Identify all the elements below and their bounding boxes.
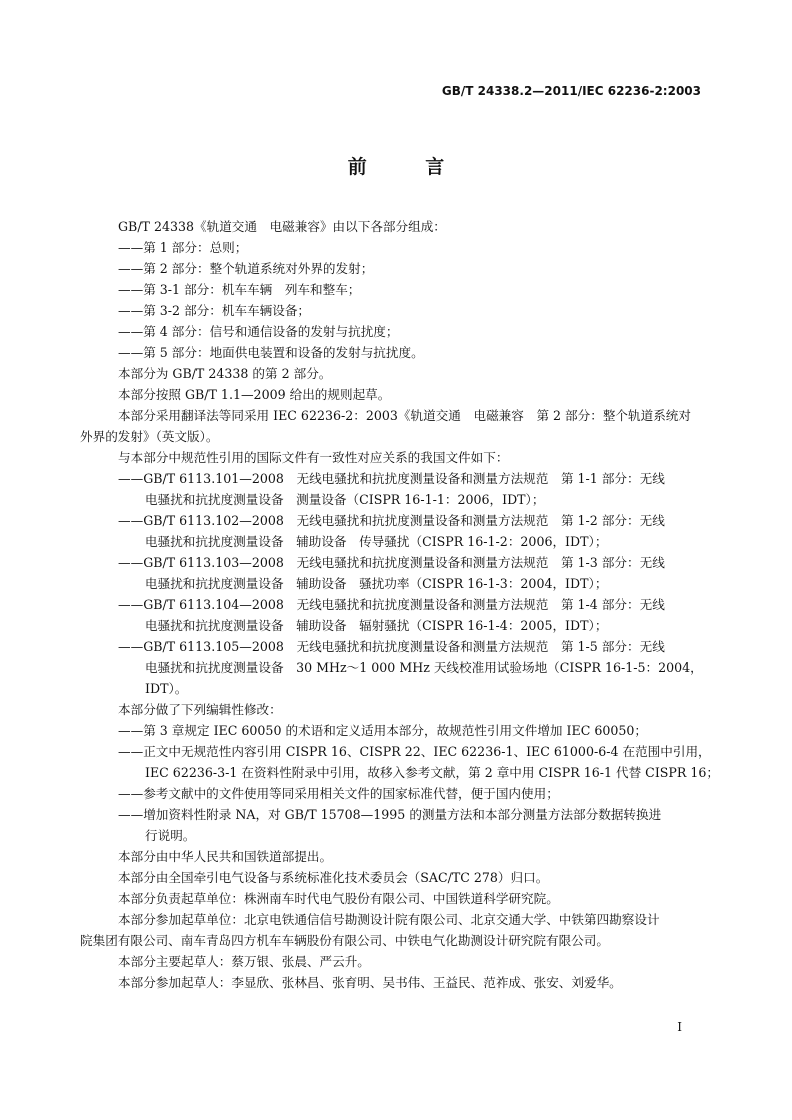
page-number: I xyxy=(677,1020,682,1034)
list-item: ——第 1 部分：总则； xyxy=(118,240,248,255)
paragraph: 本部分负责起草单位：株洲南车时代电气股份有限公司、中国铁道科学研究院。 xyxy=(118,891,559,906)
list-item: ——第 5 部分：地面供电装置和设备的发射与抗扰度。 xyxy=(118,345,424,360)
paragraph: 本部分做了下列编辑性修改： xyxy=(118,702,282,717)
paragraph: 本部分采用翻译法等同采用 IEC 62236-2：2003《轨道交通 电磁兼容 第 2 部分：整个轨道系统对 xyxy=(118,408,691,423)
reference-item-continuation: 电骚扰和抗扰度测量设备 辅助设备 辐射骚扰（CISPR 16-1-4：2005，IDT）； xyxy=(145,618,608,633)
reference-item: ——GB/T 6113.105—2008 无线电骚扰和抗扰度测量设备和测量方法规范 第 1-5 部分：无线 xyxy=(118,639,665,654)
paragraph: 本部分主要起草人：蔡万银、张晨、严云升。 xyxy=(118,954,370,969)
paragraph: 本部分参加起草人：李显欣、张林昌、张育明、吴书伟、王益民、范祚成、张安、刘爱华。 xyxy=(118,975,622,990)
reference-item-continuation: 电骚扰和抗扰度测量设备 辅助设备 骚扰功率（CISPR 16-1-3：2004，IDT）； xyxy=(145,576,608,591)
list-item: ——第 4 部分：信号和通信设备的发射与抗扰度； xyxy=(118,324,399,339)
edit-item: ——增加资料性附录 NA，对 GB/T 15708—1995 的测量方法和本部分测量方法部分数据转换进 xyxy=(118,807,662,822)
edit-item: ——正文中无规范性内容引用 CISPR 16、CISPR 22、IEC 62236-1、IEC 61000-6-4 在范围中引用， xyxy=(118,744,711,759)
paragraph: 与本部分中规范性引用的国际文件有一致性对应关系的我国文件如下： xyxy=(118,450,509,465)
edit-item-continuation: 行说明。 xyxy=(145,828,196,843)
list-item: ——第 3-1 部分：机车车辆 列车和整车； xyxy=(118,282,361,297)
paragraph: GB/T 24338《轨道交通 电磁兼容》由以下各部分组成： xyxy=(118,219,446,234)
reference-item-continuation: 电骚扰和抗扰度测量设备 测量设备（CISPR 16-1-1：2006，IDT）； xyxy=(145,492,545,507)
reference-item: ——GB/T 6113.104—2008 无线电骚扰和抗扰度测量设备和测量方法规范 第 1-4 部分：无线 xyxy=(118,597,665,612)
edit-item-continuation: IEC 62236-3-1 在资料性附录中引用，故移入参考文献，第 2 章中用 CISPR 16-1 代替 CISPR 16； xyxy=(145,765,719,780)
list-item: ——第 2 部分：整个轨道系统对外界的发射； xyxy=(118,261,374,276)
paragraph: 本部分为 GB/T 24338 的第 2 部分。 xyxy=(118,366,332,381)
reference-item-continuation: 电骚扰和抗扰度测量设备 30 MHz～1 000 MHz 天线校准用试验场地（CISPR 16-1-5：2004， xyxy=(145,660,703,675)
paragraph: 本部分由全国牵引电气设备与系统标准化技术委员会（SAC/TC 278）归口。 xyxy=(118,870,549,885)
paragraph: 本部分参加起草单位：北京电铁通信信号勘测设计院有限公司、北京交通大学、中铁第四勘察设计 xyxy=(118,912,660,927)
edit-item: ——参考文献中的文件使用等同采用相关文件的国家标准代替，便于国内使用； xyxy=(118,786,559,801)
edit-item: ——第 3 章规定 IEC 60050 的术语和定义适用本部分，故规范性引用文件增加 IEC 60050； xyxy=(118,723,647,738)
standard-id-header: GB/T 24338.2—2011/IEC 62236-2:2003 xyxy=(441,84,701,98)
reference-item: ——GB/T 6113.102—2008 无线电骚扰和抗扰度测量设备和测量方法规范 第 1-2 部分：无线 xyxy=(118,513,665,528)
reference-item-continuation: 电骚扰和抗扰度测量设备 辅助设备 传导骚扰（CISPR 16-1-2：2006，IDT）； xyxy=(145,534,608,549)
page-title: 前 言 xyxy=(347,156,471,178)
paragraph-continuation: 院集团有限公司、南车青岛四方机车车辆股份有限公司、中铁电气化勘测设计研究院有限公司。 xyxy=(80,933,609,948)
reference-item-continuation: IDT）。 xyxy=(145,681,188,696)
foreword-body xyxy=(80,216,719,993)
reference-item: ——GB/T 6113.103—2008 无线电骚扰和抗扰度测量设备和测量方法规范 第 1-3 部分：无线 xyxy=(118,555,665,570)
paragraph: 本部分由中华人民共和国铁道部提出。 xyxy=(118,849,333,864)
reference-item: ——GB/T 6113.101—2008 无线电骚扰和抗扰度测量设备和测量方法规范 第 1-1 部分：无线 xyxy=(118,471,665,486)
paragraph: 本部分按照 GB/T 1.1—2009 给出的规则起草。 xyxy=(118,387,391,402)
list-item: ——第 3-2 部分：机车车辆设备； xyxy=(118,303,311,318)
paragraph-continuation: 外界的发射》（英文版）。 xyxy=(80,429,219,444)
